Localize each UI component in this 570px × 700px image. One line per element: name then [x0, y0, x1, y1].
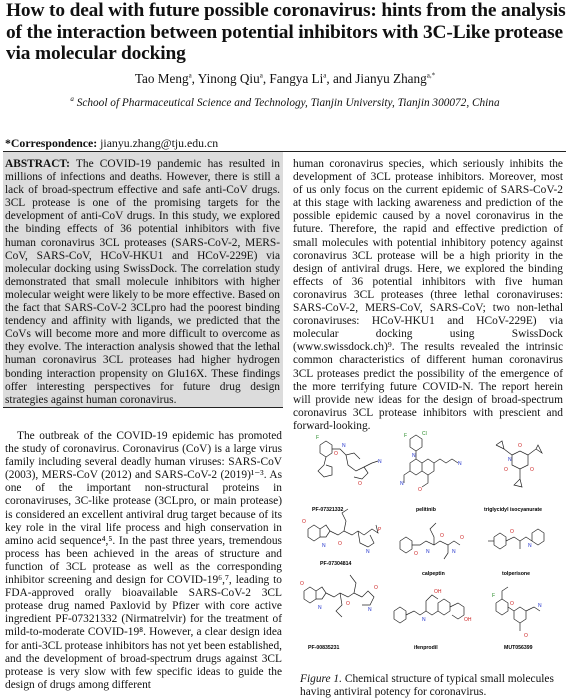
abstract: [5, 158, 280, 407]
structure-tolperisone: [488, 529, 544, 549]
affiliation: [0, 97, 570, 109]
paper-title: How to deal with future possible coronavirus: hints from the analysis of the interaction between potential inhibitors with 3C-Like protease via molecular docking: [6, 0, 566, 64]
compound-label: PF-07321332: [312, 507, 344, 513]
svg-text:O: O: [440, 533, 444, 539]
caption-text: Chemical structure of typical small molecules having antiviral potency for coronavirus.: [300, 673, 554, 698]
svg-text:N: N: [508, 457, 512, 463]
figure-1-structures: [298, 425, 566, 663]
svg-text:N: N: [318, 605, 322, 611]
author-name: Yinong Qiu: [197, 71, 260, 86]
svg-text:O: O: [510, 601, 514, 607]
svg-text:N: N: [366, 549, 370, 555]
svg-text:P: P: [378, 527, 382, 533]
author-sup: a: [188, 71, 192, 80]
author-sup: a: [259, 71, 263, 80]
author-name: Tao Meng: [134, 71, 189, 86]
svg-text:O: O: [334, 451, 338, 457]
svg-text:O: O: [504, 467, 508, 473]
svg-text:Cl: Cl: [422, 431, 427, 437]
svg-text:N: N: [412, 453, 416, 459]
svg-text:O: O: [518, 443, 522, 449]
abstract-label: ABSTRACT:: [5, 158, 70, 170]
structure-pf-00835231: [300, 575, 378, 617]
introduction: [5, 430, 282, 692]
svg-text:O: O: [510, 529, 514, 535]
svg-text:N: N: [342, 443, 346, 449]
svg-text:O: O: [300, 581, 304, 587]
svg-text:OH: OH: [464, 617, 472, 623]
svg-text:N: N: [422, 617, 426, 623]
affiliation-text: School of Pharmaceutical Science and Technology, Tianjin University, Tianjin 300072, China: [76, 97, 500, 109]
compound-label: tolperisone: [502, 571, 530, 577]
svg-text:N: N: [528, 543, 532, 549]
intro-paragraph: The outbreak of the COVID-19 epidemic has promoted the study of coronavirus. Coronavirus (CoV) is a large virus family including several deadly human viruses: SARS-CoV (2003), MERS-CoV (2012) and SARS-CoV-2 (2019)¹⁻³. As one of the important non-structural proteins in coronaviruses, 3C-like protease (3CLpro, or main protease) is considered an excellent antiviral drug target because of its key role in the viral life process and high conservation in amino acid sequence⁴,⁵. In the past three years, tremendous process has been achieved in the areas of structure and function of 3CL protease as well as the corresponding inhibitor screening and design for COVID-19⁶,⁷, leading to FDA-approved orally bioavailable SARS-CoV-2 3CL protease drug named Paxlovid by Pfizer with core active ingredient PF-07321332 (Nirmatrelvir) for the treatment of mild-to-moderate COVID-19⁸. However, a clear design idea for anti-3CL protease inhibitors has not yet been established, and the development of broad-spectrum drugs against 3CL protease is very slow with few specific ideas to guide the design of drugs among different: [5, 430, 282, 691]
svg-text:N: N: [378, 459, 382, 465]
author-separator: ,: [191, 71, 198, 86]
author-sup: a,*: [426, 71, 436, 80]
svg-text:O: O: [418, 487, 422, 493]
author-list: [0, 71, 570, 87]
svg-text:F: F: [316, 435, 320, 441]
affiliation-sup: a: [70, 95, 74, 104]
svg-text:O: O: [358, 481, 362, 487]
compound-label: triglycidyl isocyanurate: [484, 507, 542, 513]
svg-text:OH: OH: [434, 589, 442, 595]
structure-triglycidyl-isocyanurate: [496, 441, 542, 487]
svg-text:F: F: [404, 433, 408, 439]
svg-text:O: O: [346, 601, 350, 607]
compound-label: PF-00835231: [308, 645, 340, 651]
svg-text:O: O: [524, 633, 528, 639]
svg-text:O: O: [460, 535, 464, 541]
compound-label: PF-07304814: [320, 561, 352, 567]
right-column-text: [293, 158, 563, 433]
author-name: Jianyu Zhang: [355, 71, 427, 86]
correspondence: [5, 136, 218, 151]
author-sup: a: [323, 71, 327, 80]
svg-text:N: N: [426, 549, 430, 555]
svg-text:O: O: [338, 541, 342, 547]
svg-text:N: N: [400, 481, 404, 487]
svg-text:O: O: [374, 585, 378, 591]
abstract-text: The COVID-19 pandemic has resulted in millions of infections and deaths. However, there is still a lack of broad-spectrum effective and safe anti-CoV drugs. 3CL protease is one of the promising targets for the development of anti-CoV drugs. In this study, we explored the binding effects of 36 potential inhibitors with five human coronavirus 3CL proteases (SARS-CoV-2, MERS-CoV, SARS-CoV, HCoV-HKU1 and HCoV-229E) via molecular docking using SwissDock. The correlation study demonstrated that small molecule inhibitors with higher molecular weight were likely to be more effective. Based on the fact that SARS-CoV-2 3CLpro had the poorest binding tendency and affinity with ligands, we predicted that the CoVs will become more and more difficult to overcome as they evolve. The interaction analysis showed that the lethal human coronavirus 3CL proteases had higher hydrogen bonding interaction propensity on Glu16X. These findings offer interesting perspectives for future drug design strategies against human coronavirus.: [5, 158, 280, 406]
svg-text:N: N: [538, 603, 542, 609]
correspondence-email[interactable]: jianyu.zhang@tju.edu.cn: [100, 136, 219, 150]
svg-text:O: O: [414, 551, 418, 557]
author-separator: , and: [326, 71, 356, 86]
svg-text:N: N: [322, 543, 326, 549]
structure-mut056399: [492, 587, 542, 639]
svg-text:N: N: [458, 461, 462, 467]
compound-label: calpeptin: [422, 571, 445, 577]
author-name: Fangya Li: [269, 71, 324, 86]
figure-caption: [300, 673, 565, 699]
structure-pf-07304814: [302, 509, 382, 555]
right-column-paragraph: human coronavirus species, which seriously inhibits the development of 3CL protease inhibitors. Moreover, most of us only focus on the current epidemic of SARS-CoV-2 at this stage with lacking awareness and prediction of the possible epidemic caused by a novel coronavirus in the future. Therefore, the rapid and effective prediction of small molecules with potential inhibitory potency against coronavirus 3CL protease will be a high priority in the design of antiviral drugs. Here, we explored the binding effects of 36 potential inhibitors with five human coronavirus 3CL proteases (three lethal coronaviruses: SARS-CoV-2, MERS-CoV, SARS-CoV; two non-lethal coronaviruses: HCoV-HKU1 and HCoV-229E) via molecular docking using SwissDock (www.swissdock.ch)⁹. The results revealed the intrinsic common characteristics of different human coronavirus 3CL proteases predict the possibility of the emergence of the more terrifying future COVID-N. The report herein will provide new ideas for the design of broad-spectrum coronavirus 3CL protease inhibitors with prescient and forward-looking.: [293, 158, 563, 432]
svg-text:N: N: [368, 607, 372, 613]
structure-ifenprodil: [394, 589, 472, 623]
compound-label: ifenprodil: [414, 645, 438, 651]
caption-label: Figure 1.: [300, 673, 342, 685]
author-separator: ,: [262, 71, 270, 86]
correspondence-label: *Correspondence:: [5, 136, 98, 150]
structure-calpeptin: [400, 523, 464, 559]
svg-text:F: F: [492, 593, 496, 599]
compound-label: pelitinib: [416, 507, 436, 513]
structure-pelitinib: [400, 431, 462, 493]
svg-text:O: O: [302, 519, 306, 525]
structure-pf-07321332: [316, 435, 382, 487]
svg-text:O: O: [530, 467, 534, 473]
svg-text:N: N: [452, 549, 456, 555]
compound-label: MUT056399: [504, 645, 533, 651]
